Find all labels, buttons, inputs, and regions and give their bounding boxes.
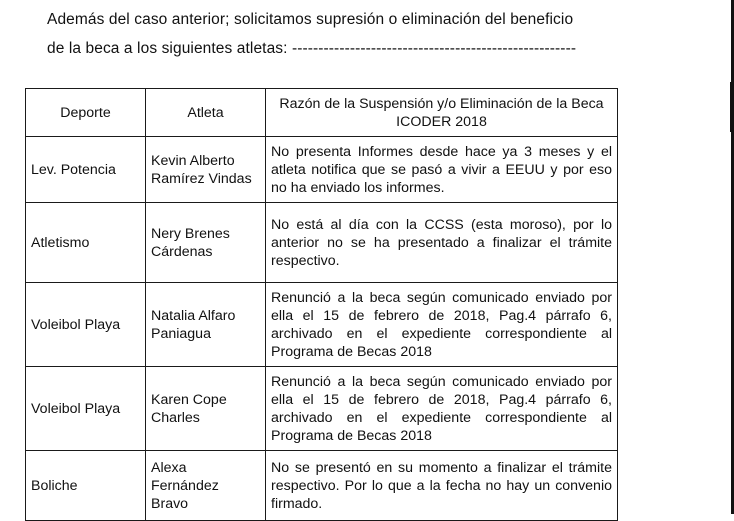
reason-text-line: no ha enviado los informes.	[271, 179, 445, 196]
reason-text-line: ella el 15 de febrero de 2018, Pag.4 párrafo 6,	[271, 307, 612, 324]
table-row	[26, 367, 618, 451]
table-row	[26, 137, 618, 203]
cell-athlete	[146, 367, 266, 451]
reason-text-line: No presenta Informes desde hace ya 3 meses y el	[271, 143, 612, 160]
cell-athlete	[146, 451, 266, 521]
athlete-name-line: Karen Cope	[151, 391, 227, 408]
cell-sport: Voleibol Playa	[26, 283, 146, 367]
reason-text-line: Programa de Becas 2018	[271, 427, 432, 444]
athlete-name-line: Natalia Alfaro	[151, 307, 236, 324]
reason-text-line: respectivo. Por lo que a la fecha no hay un convenio	[271, 477, 612, 494]
reason-text-line: atleta notifica que se pasó a vivir a EEUU y por eso	[271, 161, 612, 178]
reason-text-line: archivado en el expediente correspondiente al	[271, 325, 612, 342]
cell-reason	[266, 451, 618, 521]
header-reason-line-1: Razón de la Suspensión y/o Eliminación de la Beca	[279, 95, 604, 112]
athlete-name-line: Charles	[151, 409, 200, 426]
athlete-name-line: Cárdenas	[151, 243, 213, 260]
header-sport: Deporte	[26, 89, 146, 137]
intro-line-2: de la beca a los siguientes atletas: ------------------------------------------------------	[47, 40, 577, 57]
table-body	[26, 137, 618, 521]
cell-athlete	[146, 283, 266, 367]
cell-sport: Atletismo	[26, 203, 146, 283]
cell-sport: Voleibol Playa	[26, 367, 146, 451]
table-row	[26, 203, 618, 283]
athlete-name-line: Nery Brenes	[151, 225, 230, 242]
cell-reason	[266, 203, 618, 283]
reason-text-line: Renunció a la beca según comunicado enviado por	[271, 289, 612, 306]
header-athlete: Atleta	[146, 89, 266, 137]
table-row	[26, 451, 618, 521]
athlete-name-line: Fernández	[151, 477, 219, 494]
reason-text-line: respectivo.	[271, 252, 340, 269]
table-row	[26, 283, 618, 367]
reason-text-line: archivado en el expediente correspondiente al	[271, 409, 612, 426]
cell-sport: Boliche	[26, 451, 146, 521]
reason-text-line: Programa de Becas 2018	[271, 343, 432, 360]
cell-athlete	[146, 203, 266, 283]
intro-line-1: Además del caso anterior; solicitamos supresión o eliminación del beneficio	[47, 11, 574, 28]
athlete-name-line: Alexa	[151, 459, 187, 476]
reason-text-line: No está al día con la CCSS (esta moroso), por lo	[271, 216, 612, 233]
cell-reason	[266, 367, 618, 451]
athlete-name-line: Ramírez Vindas	[151, 170, 252, 187]
reason-text-line: anterior no se ha presentado a finalizar el trámite	[271, 234, 612, 251]
cell-sport: Lev. Potencia	[26, 137, 146, 203]
cell-reason	[266, 137, 618, 203]
athlete-name-line: Kevin Alberto	[151, 152, 235, 169]
cell-athlete	[146, 137, 266, 203]
header-reason-line-2: ICODER 2018	[396, 113, 487, 130]
reason-text-line: No se presentó en su momento a finalizar el trámite	[271, 459, 612, 476]
table-header-row	[26, 89, 618, 137]
reason-text-line: firmado.	[271, 495, 323, 512]
intro-paragraph	[47, 5, 667, 63]
athlete-name-line: Paniagua	[151, 325, 211, 342]
reason-text-line: ella el 15 de febrero de 2018, Pag.4 párrafo 6,	[271, 391, 612, 408]
reason-text-line: Renunció a la beca según comunicado enviado por	[271, 373, 612, 390]
athletes-table	[25, 88, 618, 521]
cell-reason	[266, 283, 618, 367]
header-reason	[266, 89, 618, 137]
athlete-name-line: Bravo	[151, 495, 189, 512]
page-edge-tick	[730, 82, 734, 132]
